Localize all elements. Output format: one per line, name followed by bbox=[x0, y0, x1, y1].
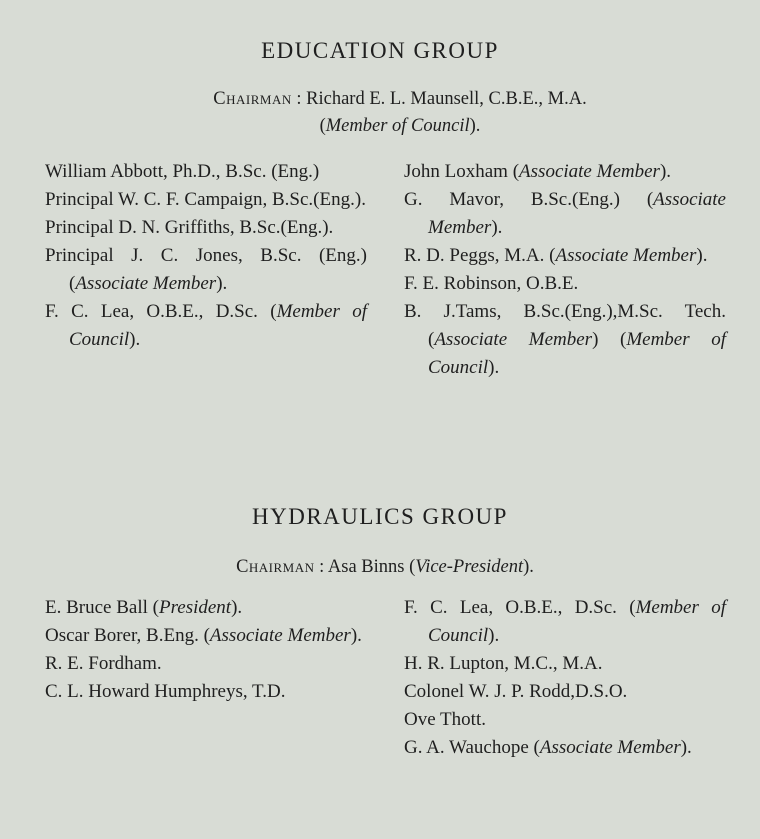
member-entry bbox=[45, 622, 367, 650]
italic-text: Member of Council bbox=[325, 116, 470, 136]
text: R. D. Peggs, M.A. ( bbox=[404, 245, 556, 266]
member-entry bbox=[404, 186, 726, 242]
member-entry bbox=[45, 186, 367, 214]
member-entry bbox=[404, 678, 726, 706]
text: F. E. Robinson, O.B.E. bbox=[404, 273, 579, 294]
italic-text: Associate Member bbox=[75, 273, 217, 294]
member-entry bbox=[404, 650, 726, 678]
text: ). bbox=[231, 597, 243, 618]
italic-text: Member of Council bbox=[69, 301, 367, 350]
text: B. J.Tams, B.Sc.(Eng.),M.Sc. Tech. ( bbox=[404, 301, 726, 350]
text: ). bbox=[491, 217, 503, 238]
chairman-role bbox=[320, 116, 481, 136]
member-entry bbox=[45, 242, 367, 298]
text: Principal J. C. Jones, B.Sc. (Eng.) ( bbox=[45, 245, 367, 294]
italic-text: Associate Member bbox=[519, 161, 660, 182]
text: Colonel W. J. P. Rodd,D.S.O. bbox=[404, 681, 628, 702]
chairman-name: Richard E. L. Maunsell, C.B.E., M.A. bbox=[306, 89, 587, 109]
member-entry bbox=[45, 158, 367, 186]
chairman-label: Chairman bbox=[213, 89, 292, 109]
text: ). bbox=[696, 245, 708, 266]
italic-text: Vice-President bbox=[415, 557, 524, 577]
member-entry bbox=[404, 298, 726, 382]
italic-text: President bbox=[158, 597, 232, 618]
italic-text: Associate Member bbox=[555, 245, 697, 266]
education-group-title: EDUCATION GROUP bbox=[261, 38, 499, 63]
separator: : bbox=[314, 557, 328, 577]
text: William Abbott, Ph.D., B.Sc. (Eng.) bbox=[45, 161, 320, 182]
chairman-role bbox=[404, 557, 533, 577]
text: H. R. Lupton, M.C., M.A. bbox=[404, 653, 603, 674]
member-entry bbox=[404, 158, 726, 186]
chairman-name: Asa Binns bbox=[327, 557, 405, 577]
text: G. Mavor, B.Sc.(Eng.) ( bbox=[404, 189, 654, 210]
text: ). bbox=[488, 357, 500, 378]
text: ). bbox=[523, 557, 534, 577]
member-entry bbox=[45, 214, 367, 242]
chairman-label: Chairman bbox=[236, 557, 315, 577]
hydraulics-members-left bbox=[45, 594, 367, 706]
education-members-right bbox=[404, 158, 726, 382]
text: ( bbox=[319, 116, 326, 136]
member-entry bbox=[45, 298, 367, 354]
text: Ove Thott. bbox=[404, 709, 486, 730]
member-entry bbox=[404, 594, 726, 650]
text: Principal W. C. F. Campaign, B.Sc.(Eng.). bbox=[45, 189, 366, 210]
italic-text: Member of Council bbox=[428, 597, 726, 646]
italic-text: Associate Member bbox=[428, 189, 726, 238]
text: ). bbox=[469, 116, 481, 136]
education-chairman bbox=[0, 86, 760, 140]
hydraulics-group-title: HYDRAULICS GROUP bbox=[252, 504, 508, 529]
text: ). bbox=[488, 625, 500, 646]
text: F. C. Lea, O.B.E., D.Sc. ( bbox=[404, 597, 636, 618]
text: C. L. Howard Humphreys, T.D. bbox=[45, 681, 286, 702]
italic-text: Associate Member bbox=[434, 329, 593, 350]
text: ) ( bbox=[592, 329, 627, 350]
member-entry bbox=[404, 706, 726, 734]
member-entry bbox=[45, 650, 367, 678]
text: John Loxham ( bbox=[404, 161, 520, 182]
text: F. C. Lea, O.B.E., D.Sc. ( bbox=[45, 301, 277, 322]
text: ). bbox=[129, 329, 141, 350]
text: G. A. Wauchope ( bbox=[404, 737, 540, 758]
member-entry bbox=[404, 734, 726, 762]
member-entry bbox=[404, 242, 726, 270]
text: ). bbox=[659, 161, 672, 182]
italic-text: Associate Member bbox=[209, 625, 351, 646]
separator: : bbox=[291, 89, 307, 109]
text: Principal D. N. Griffiths, B.Sc.(Eng.). bbox=[45, 217, 334, 238]
text: E. Bruce Ball ( bbox=[45, 597, 159, 618]
text: ). bbox=[350, 625, 362, 646]
text: R. E. Fordham. bbox=[45, 653, 162, 674]
member-entry bbox=[404, 270, 726, 298]
member-entry bbox=[45, 678, 367, 706]
hydraulics-members-right bbox=[404, 594, 726, 762]
italic-text: Member of Council bbox=[428, 329, 726, 378]
italic-text: Associate Member bbox=[539, 737, 681, 758]
education-members-left bbox=[45, 158, 367, 354]
member-entry bbox=[45, 594, 367, 622]
text: Oscar Borer, B.Eng. ( bbox=[45, 625, 210, 646]
hydraulics-chairman bbox=[0, 554, 760, 581]
text: ). bbox=[216, 273, 228, 294]
text: ). bbox=[680, 737, 692, 758]
text: ( bbox=[404, 557, 416, 577]
